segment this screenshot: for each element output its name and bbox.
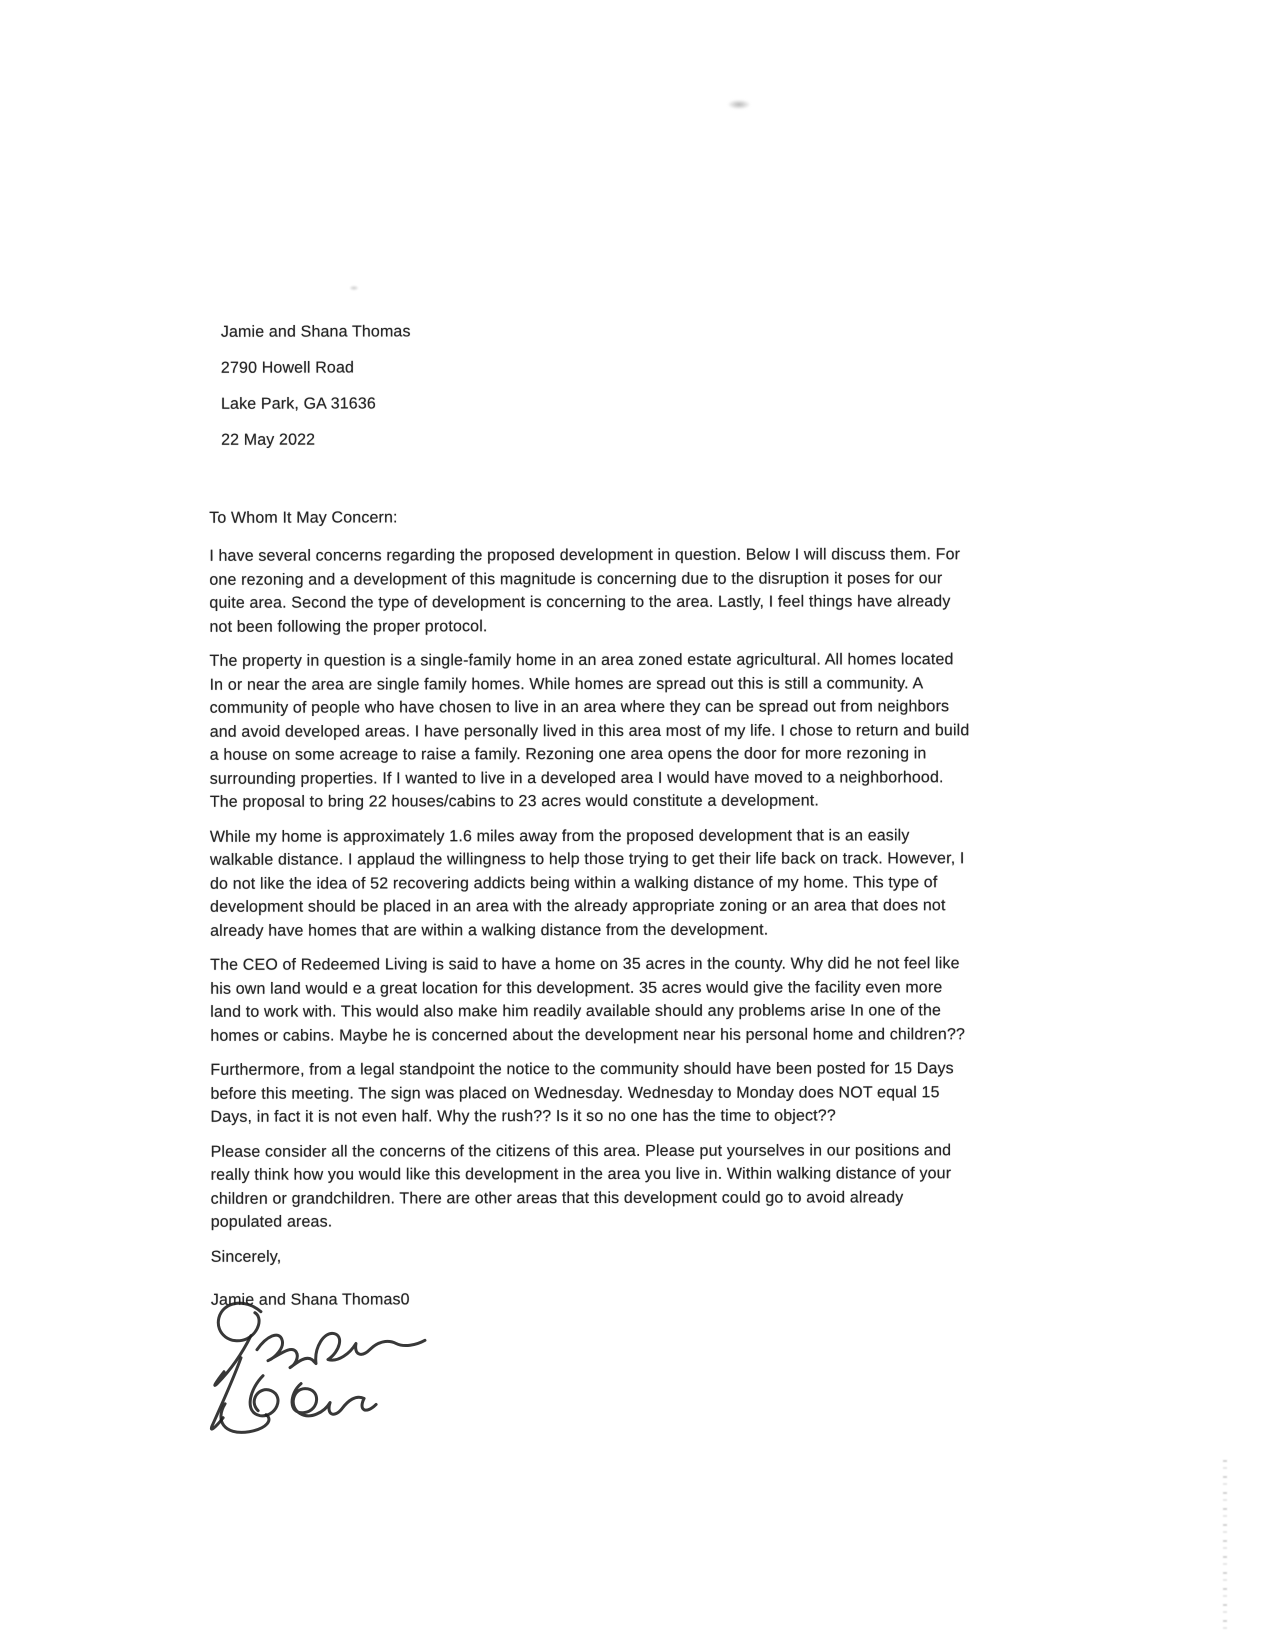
signed-name: Jamie and Shana Thomas0 bbox=[210, 1291, 410, 1309]
letter-paragraph-3: While my home is approximately 1.6 miles away from the proposed development that is an easily walkable distance. I applaud the willingness to help those trying to get their life back on track. However, I do not like the idea of 52 recovering addicts being within a walking distance of my home. This type of development should be placed in an area with the already appropriate zoning or an area that does not already have homes that are within a walking distance from the development. bbox=[209, 826, 965, 940]
sender-address-line1: 2790 Howell Road bbox=[220, 359, 355, 377]
sender-address-line2: Lake Park, GA 31636 bbox=[220, 395, 376, 413]
letter-paragraph-5: Furthermore, from a legal standpoint the notice to the community should have been posted for 15 Days before this meeting. The sign was placed on Wednesday. Wednesday to Monday does NOT equal 15 Days, in fact it is not even half. Why the rush?? Is it so no one has the time to object?? bbox=[210, 1060, 954, 1126]
handwritten-signature bbox=[197, 1295, 432, 1450]
letter-date: 22 May 2022 bbox=[221, 431, 316, 449]
sender-block bbox=[209, 319, 969, 452]
letter-paragraph-2: The property in question is a single-family home in an area zoned estate agricultural. All homes located In or near the area are single family homes. While homes are spread out this is still a community. A community of people who have chosen to live in an area where they can be spread out from neighbors and avoid developed areas. I have personally lived in this area most of my life. I chose to return and build a house on some acreage to raise a family. Rezoning one area opens the door for more rezoning in surrounding properties. If I wanted to live in a developed area I would have moved to a neighborhood. The proposal to bring 22 houses/cabins to 23 acres would constitute a development. bbox=[209, 651, 970, 811]
sender-name: Jamie and Shana Thomas bbox=[220, 323, 411, 341]
scan-smudge-artifact bbox=[728, 100, 750, 109]
letter-paragraph-4: The CEO of Redeemed Living is said to have a home on 35 acres in the county. Why did he not feel like his own land would e a great location for this development. 35 acres would give the facility even more land to work with. This would also make him readily available should any problems arise In one of the homes or cabins. Maybe he is concerned about the development near his personal home and children?? bbox=[210, 955, 966, 1045]
letter-paragraph-1: I have several concerns regarding the proposed development in question. Below I will discuss them. For one rezoning and a development of this magnitude is concerning due to the disruption it poses for our quite area. Second the type of development is concerning to the area. Lastly, I feel things have already not been following the proper protocol. bbox=[209, 546, 961, 636]
letter-paragraph-6: Please consider all the concerns of the citizens of this area. Please put yourselves in our positions and really think how you would like this development in the area you live in. Within walking distance of your children or grandchildren. There are other areas that this development could go to avoid already populated areas. bbox=[210, 1141, 952, 1231]
scan-dot-artifact bbox=[349, 285, 359, 291]
closing-salutation: Sincerely, bbox=[210, 1248, 282, 1266]
letter-body bbox=[209, 319, 971, 1451]
scanner-edge-noise bbox=[1223, 1460, 1227, 1635]
salutation: To Whom It May Concern: bbox=[209, 509, 398, 527]
